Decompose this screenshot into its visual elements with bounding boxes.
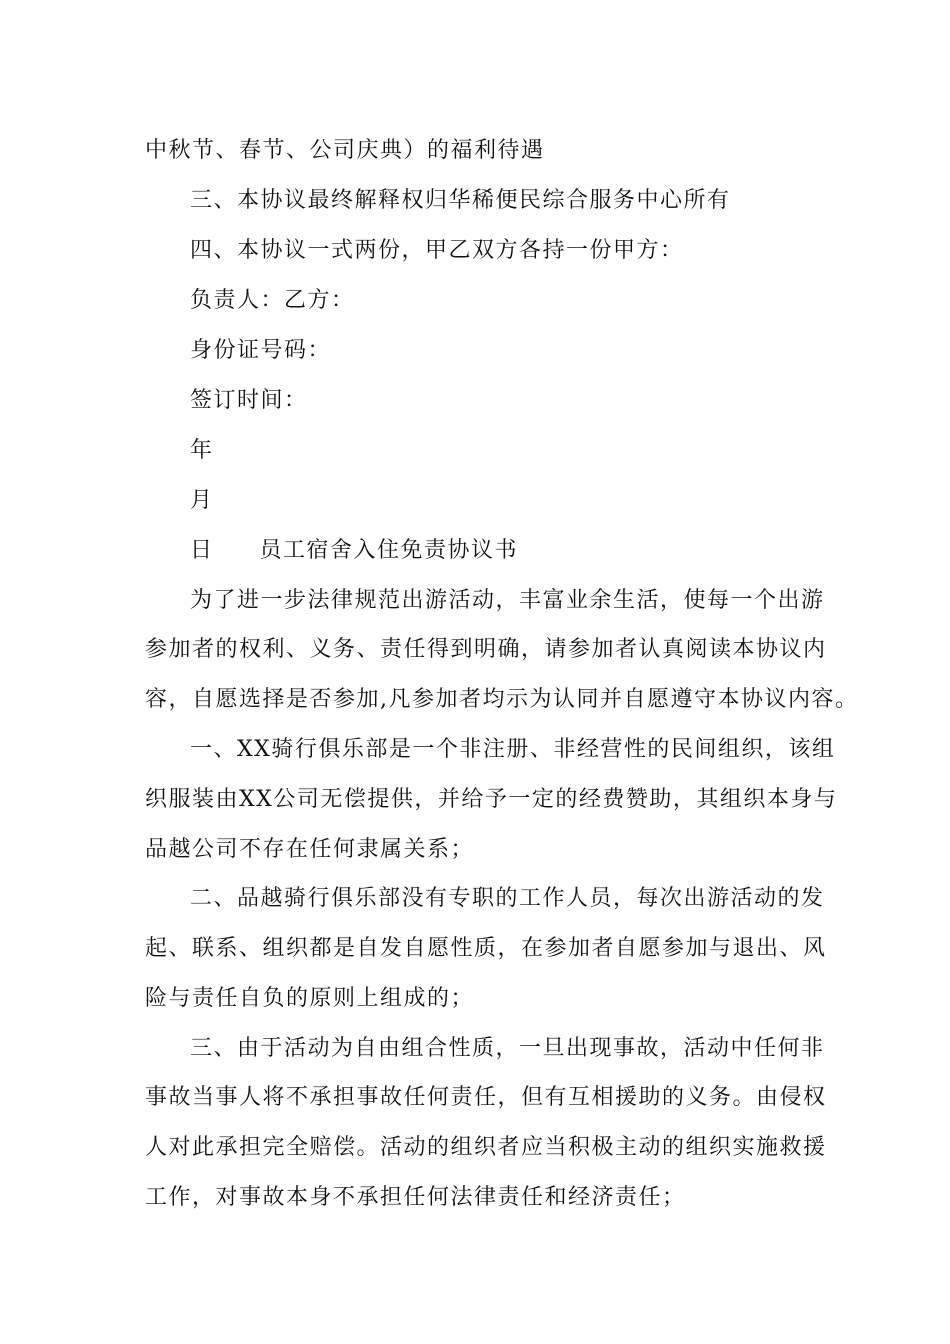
paragraph-line: 险与责任自负的原则上组成的； [145,986,475,1011]
paragraph-line: 三、由于活动为自由组合性质，一旦出现事故，活动中任何非 [190,1036,825,1061]
paragraph-line: 二、品越骑行俱乐部没有专职的工作人员，每次出游活动的发 [190,886,825,911]
paragraph-line: 工作，对事故本身不承担任何法律责任和经济责任； [145,1185,686,1210]
text-line: 月 [190,488,214,513]
paragraph-line: 一、XX骑行俱乐部是一个非注册、非经营性的民间组织，该组 [190,737,836,762]
title-line [190,537,518,565]
paragraph-line: 品越公司不存在任何隶属关系； [145,837,475,862]
text-line: 负责人：乙方： [190,288,355,313]
paragraph-line: 事故当事人将不承担事故任何责任，但有互相援助的义务。由侵权 [145,1085,827,1110]
paragraph-line: 容，自愿选择是否参加,凡参加者均示为认同并自愿遵守本协议内容。 [145,687,859,712]
paragraph-line: 人对此承担完全赔偿。活动的组织者应当积极主动的组织实施救援 [145,1135,827,1160]
text-line: 四、本协议一式两份，甲乙双方各持一份甲方： [190,238,684,263]
document-title: 员工宿舍入住免责协议书 [259,538,519,563]
text-line: 身份证号码： [190,338,332,363]
paragraph-line: 参加者的权利、义务、责任得到明确，请参加者认真阅读本协议内 [145,637,827,662]
text-line: 签订时间： [190,388,308,413]
paragraph-line: 起、联系、组织都是自发自愿性质，在参加者自愿参加与退出、风 [145,936,827,961]
paragraph-line: 为了进一步法律规范出游活动，丰富业余生活，使每一个出游 [190,588,825,613]
paragraph-line: 织服装由XX公司无偿提供，并给予一定的经费赞助，其组织本身与 [145,787,838,812]
text-line: 日 [190,538,214,563]
text-line: 中秋节、春节、公司庆典）的福利待遇 [145,138,545,163]
text-line: 年 [190,438,214,463]
text-line: 三、本协议最终解释权归华稀便民综合服务中心所有 [190,188,731,213]
